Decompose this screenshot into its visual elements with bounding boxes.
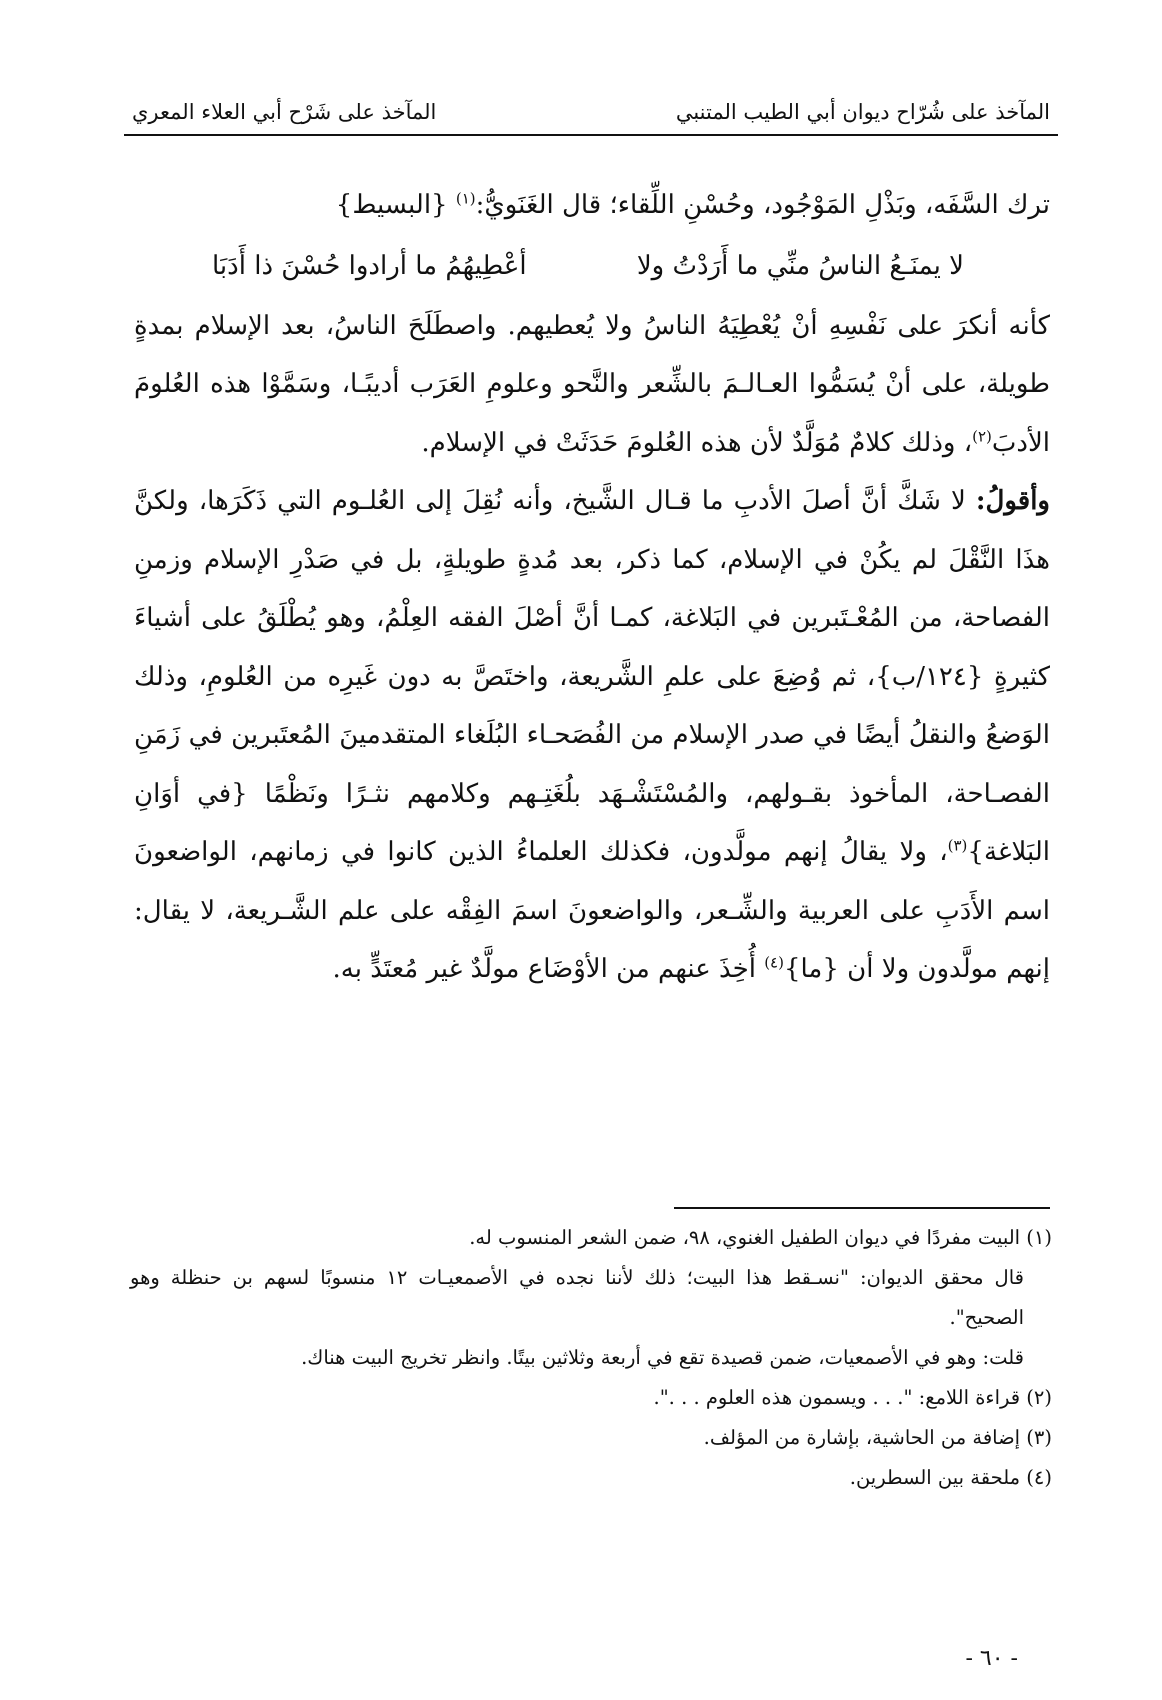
footnote-divider <box>674 1207 1050 1209</box>
response-text-a: لا شَكَّ أنَّ أصلَ الأدبِ ما قـال الشَّيخ، وأنه نُقِلَ إلى العُلـوم التي ذَكَرَها، ولكنَّ هذَا النَّقْلَ لم يكُنْ في الإسلام، كما ذكر، بعد مُدةٍ طويلةٍ، بل في صَدْرِ الإسلام وزمنِ الفصاحة، من المُعْـتَبرين في البَلاغة، كمـا أنَّ أصْلَ الفقه العِلْمُ، وهو يُطْلَقُ على أشياءَ كثيرةٍ {١٢٤/ب}، ثم وُضِعَ على علمِ الشَّريعة، واختَصَّ به دون غَيرِه من العُلومِ، وذلك الوَضعُ والنقلُ أيضًا في صدر الإسلام من الفُصَحـاء البُلَغاء المتقدمينَ المُعتَبرين في زَمَنِ الفصـاحة، المأخوذ بقـولهم، والمُسْتَشْـهَد بلُغَتِـهم وكلامهم نثـرًا ونَظْمًا {في أوَانِ البَلاغة} <box>134 486 1050 867</box>
footnote-ref-2: (٢) <box>972 426 992 445</box>
footnote-item: (٢) قراءة اللامع: ". . . ويسمون هذه العلوم . . .". <box>653 1386 1052 1409</box>
footnote-item: (٤) ملحقة بين السطرين. <box>849 1466 1052 1489</box>
response-text-b: ، ولا يقالُ إنهم مولَّدون، فكذلك العلماءُ الذين كانوا في زمانهم، الواضعونَ اسم الأَدَبِ على العربية والشِّـعر، والواضعونَ اسمَ الفِقْه على علم الشَّـريعة، لا يقال: إنهم مولَّدون ولا أن {ما} <box>134 837 1050 984</box>
poetry-verse <box>134 235 1050 297</box>
main-text <box>134 176 1050 999</box>
footnote-ref-1: (١) <box>455 189 476 208</box>
header-book-title: المآخذ على شُرّاح ديوان أبي الطيب المتنبي <box>675 100 1050 124</box>
header-section-title: المآخذ على شَرْح أبي العلاء المعري <box>132 100 437 124</box>
page-number: - ٦٠ - <box>965 1646 1018 1671</box>
footnote-ref-4: (٤) <box>764 953 784 972</box>
response-text-c: أُخِذَ عنهم من الأوْضَاع مولَّدٌ غير مُعتَدٍّ به. <box>332 954 765 984</box>
footnote-ref-3: (٣) <box>947 836 968 855</box>
paragraph-intro <box>134 176 1050 235</box>
meter-label: {البسيط} <box>335 190 448 220</box>
intro-text: ترك السَّفَه، وبَذْلِ المَوْجُود، وحُسْنِ اللِّقاء؛ قال الغَنَويُّ: <box>475 190 1050 220</box>
footnote-item: (١) البيت مفردًا في ديوان الطفيل الغنوي، ٩٨، ضمن الشعر المنسوب له. <box>469 1226 1052 1249</box>
footnotes <box>130 1218 1052 1498</box>
footnote-item: (٣) إضافة من الحاشية، بإشارة من المؤلف. <box>703 1426 1052 1449</box>
footnote-item: قال محقق الديوان: "نسـقط هذا البيت؛ ذلك لأننا نجده في الأصمعيـات ١٢ منسوبًا لسهم بن حنظلة وهو الصحيح". <box>130 1266 1024 1329</box>
paragraph-commentary <box>134 297 1050 473</box>
paragraph-author-response <box>134 472 1050 999</box>
commentary-text-a: كأنه أنكرَ على نَفْسِهِ أنْ يُعْطِيَهُ الناسُ ولا يُعطيهم. واصطَلَحَ الناسُ، بعد الإسلام بمدةٍ طويلة، على أنْ يُسَمُّوا العـالـمَ بالشِّعر والنَّحو وعلومِ العَرَب أديبًـا، وسَمَّوْا هذه العُلومَ الأدبَ <box>134 310 1050 458</box>
response-lead: وأقولُ: <box>975 486 1050 516</box>
verse-second-hemistich: أعْطِيهُمُ ما أرادوا حُسْنَ ذا أَدَبَا <box>212 250 527 281</box>
commentary-text-b: ، وذلك كلامٌ مُوَلَّدٌ لأن هذه العُلومَ حَدَثَتْ في الإسلام. <box>421 427 973 458</box>
verse-first-hemistich: لا يمنَـعُ الناسُ منِّي ما أَرَدْتُ ولا <box>636 250 964 281</box>
footnote-item: قلت: وهو في الأصمعيات، ضمن قصيدة تقع في أربعة وثلاثين بيتًا. وانظر تخريج البيت هناك. <box>301 1346 1024 1369</box>
header-divider <box>124 134 1058 136</box>
running-header <box>132 86 1050 124</box>
